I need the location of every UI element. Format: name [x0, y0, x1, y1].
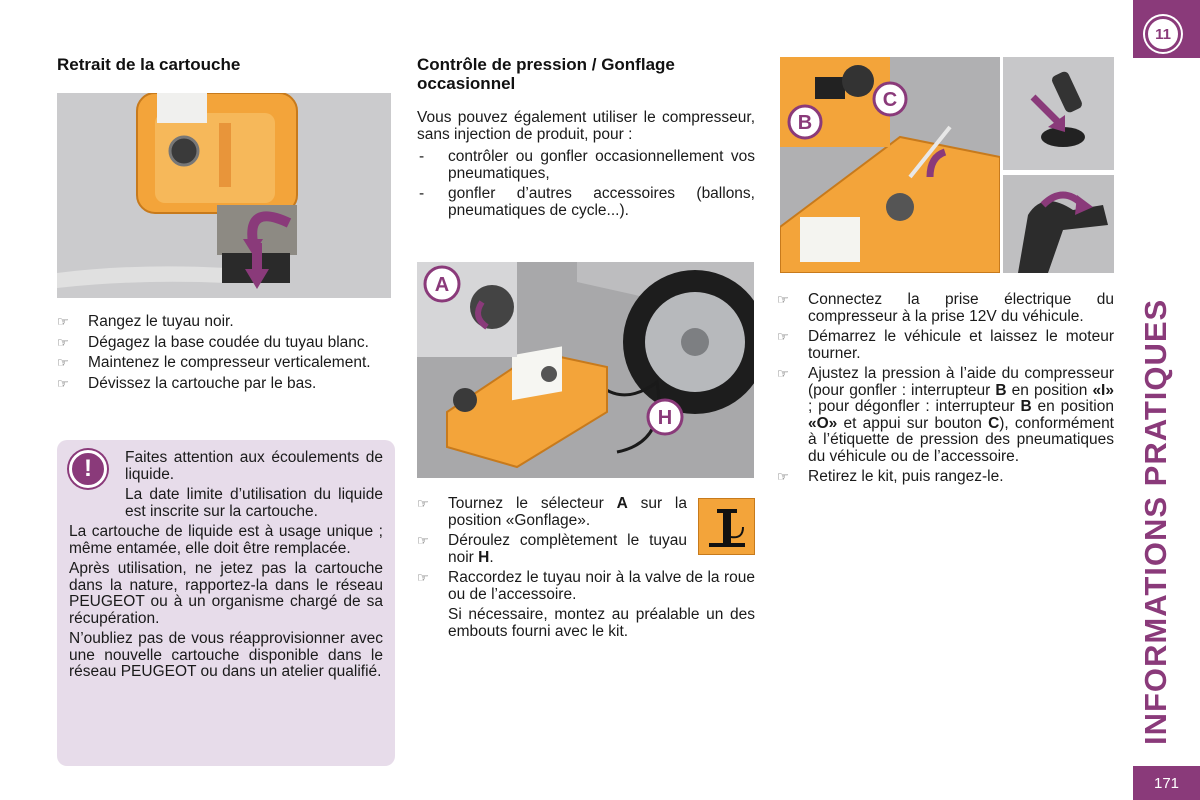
pointing-hand-icon: ☞: [57, 375, 69, 391]
plug-socket-illustration: [1003, 57, 1114, 170]
pointing-hand-icon: ☞: [777, 366, 789, 381]
list-item: ☞ Retirez le kit, puis rangez-le.: [777, 468, 1004, 485]
pointing-hand-icon: ☞: [57, 355, 69, 370]
ignition-key-illustration: [1003, 175, 1114, 273]
warning-text-4: Après utilisation, ne jetez pas la cartouche dans la nature, rapportez-la dans le réseau PEUGEOT ou à un organisme chargé de sa récupération.: [69, 560, 383, 627]
list-item: ☞ Déroulez complètement le tuyau noir H.: [417, 532, 687, 566]
chapter-number-badge: 11: [1145, 16, 1181, 52]
list-item: ☞ Dégagez la base coudée du tuyau blanc.: [57, 333, 369, 351]
pointing-hand-icon: ☞: [777, 329, 789, 344]
left-bullet-list: [57, 314, 395, 392]
left-column: [57, 55, 395, 74]
list-item: ☞ Démarrez le véhicule et laissez le moteur tourner.: [777, 328, 1114, 362]
pointing-hand-icon: ☞: [417, 533, 429, 548]
list-item: - gonfler d’autres accessoires (ballons, pneumatiques de cycle...).: [419, 185, 755, 219]
middle-steps: [417, 496, 755, 644]
warning-text-5: N’oubliez pas de vous réapprovisionner avec une nouvelle cartouche disponible dans le réseau PEUGEOT ou dans un atelier qualifié.: [69, 630, 383, 680]
list-item: ☞ Dévissez la cartouche par le bas.: [57, 374, 317, 392]
list-item: ☞ Rangez le tuyau noir.: [57, 313, 234, 330]
pointing-hand-icon: ☞: [417, 496, 429, 511]
pointing-hand-icon: ☞: [417, 570, 429, 585]
label-h: H: [657, 407, 673, 429]
note-text: Si nécessaire, montez au préalable un des embouts fourni avec le kit.: [448, 606, 755, 640]
right-bullet-list: [777, 292, 1114, 486]
list-item: ☞ Connectez la prise électrique du compresseur à la prise 12V du véhicule.: [777, 291, 1114, 325]
compressor-switch-illustration: [780, 57, 1000, 273]
cartridge-removal-illustration: [57, 93, 391, 298]
label-c: C: [882, 89, 898, 111]
compressor-inflation-illustration: [417, 262, 754, 478]
tire-pump-icon: [698, 498, 755, 555]
warning-text-2: La date limite d’utilisation du liquide est inscrite sur la cartouche.: [125, 486, 383, 520]
section-title-controle: Contrôle de pression / Gonflage occasionnel: [417, 55, 675, 93]
label-b: B: [797, 112, 813, 134]
page-number: 171: [1133, 766, 1200, 800]
middle-bullet-list-2: [417, 570, 755, 603]
warning-text-1: Faites attention aux écoulements de liquide.: [125, 449, 383, 483]
intro-text: Vous pouvez également utiliser le compresseur, sans injection de produit, pour :: [417, 109, 755, 143]
exclamation-icon: !: [69, 450, 107, 488]
right-column: [777, 292, 1114, 490]
list-item: ☞ Tournez le sélecteur A sur la position «Gonflage».: [417, 495, 687, 529]
pointing-hand-icon: ☞: [57, 334, 69, 350]
middle-column: [417, 55, 755, 223]
pointing-hand-icon: ☞: [777, 292, 789, 307]
list-item: ☞ Maintenez le compresseur verticalement.: [57, 354, 371, 371]
list-item: ☞ Raccordez le tuyau noir à la valve de la roue ou de l’accessoire.: [417, 569, 755, 603]
list-item: ☞ Ajustez la pression à l’aide du compresseur (pour gonfler : interrupteur B en position «I» ; pour dégonfler : interrupteur B en position «O» et appui sur bouton C), conformément à l’étiquette de pression des pneumatiques du véhicule ou de l’accessoire.: [777, 365, 1114, 465]
warning-box: [57, 440, 395, 766]
section-vertical-title: INFORMATIONS PRATIQUES: [1138, 298, 1173, 745]
section-title-retrait: Retrait de la cartouche: [57, 55, 241, 74]
pointing-hand-icon: ☞: [57, 314, 69, 329]
list-item: - contrôler ou gonfler occasionnellement vos pneumatiques,: [419, 148, 755, 182]
label-a: A: [434, 274, 450, 296]
pointing-hand-icon: ☞: [777, 469, 789, 484]
warning-text-3: La cartouche de liquide est à usage unique ; même entamée, elle doit être remplacée.: [69, 523, 383, 557]
dash-list: [417, 149, 755, 219]
left-bullets-wrap: [57, 314, 395, 396]
